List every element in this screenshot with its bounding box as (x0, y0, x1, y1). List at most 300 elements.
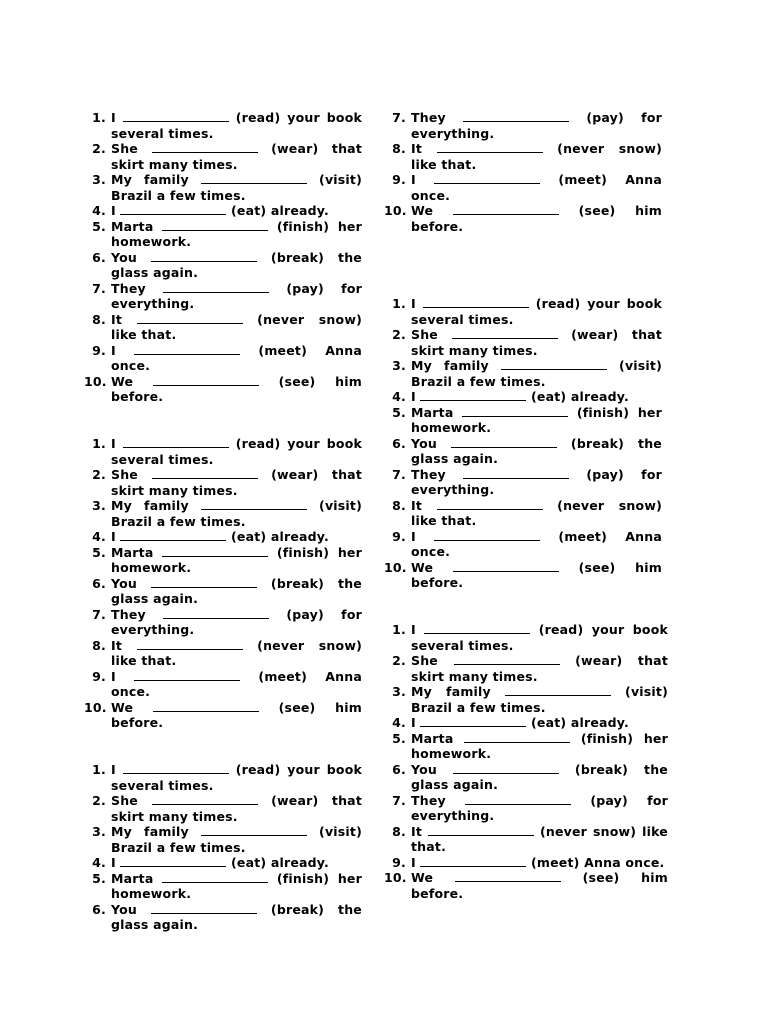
sentence-start: I (411, 622, 416, 637)
sentence-end: (eat) already. (230, 203, 329, 218)
sentence-end: (read) your book several times. (411, 296, 663, 327)
sentence-start: You (411, 761, 437, 777)
item-sentence (111, 312, 362, 343)
sentence-end: (finish) her homework. (411, 404, 662, 435)
sentence-end: (wear) that skirt many times. (411, 327, 662, 358)
sentence-start: It (111, 637, 123, 653)
sentence-start: Marta (111, 218, 154, 234)
item-number: 10. (384, 870, 407, 885)
exercise-item (384, 203, 662, 234)
item-sentence (411, 172, 662, 203)
item-number: 3. (92, 824, 106, 839)
item-sentence (111, 172, 362, 203)
exercise-item (384, 622, 668, 653)
answer-blank[interactable] (453, 204, 559, 215)
item-number: 10. (84, 373, 107, 389)
answer-blank[interactable] (152, 142, 258, 153)
sentence-start: My family (411, 358, 489, 373)
sentence-end: (see) him before. (411, 559, 662, 590)
answer-blank[interactable] (152, 468, 258, 479)
item-number: 7. (392, 792, 406, 808)
answer-blank[interactable] (451, 437, 557, 448)
exercise-block (84, 762, 362, 933)
exercise-item (84, 607, 362, 638)
item-number: 2. (392, 327, 406, 342)
item-sentence (111, 902, 362, 933)
exercise-item (84, 793, 362, 824)
exercise-item (84, 638, 362, 669)
answer-blank[interactable] (152, 794, 258, 805)
sentence-start: They (111, 280, 146, 296)
answer-blank[interactable] (437, 142, 543, 153)
item-sentence (411, 870, 668, 901)
item-sentence (411, 327, 662, 358)
item-sentence (111, 793, 362, 824)
answer-blank[interactable] (465, 794, 571, 805)
item-number: 10. (84, 699, 107, 715)
sentence-end: (pay) for everything. (411, 110, 662, 141)
item-number: 9. (392, 172, 406, 187)
answer-blank[interactable] (201, 825, 307, 836)
sentence-end: (eat) already. (530, 715, 629, 730)
answer-blank[interactable] (454, 654, 560, 665)
exercise-item (384, 172, 662, 203)
sentence-start: She (111, 793, 138, 808)
item-sentence (111, 576, 362, 607)
sentence-start: I (111, 110, 116, 125)
item-sentence (111, 824, 362, 855)
item-sentence (111, 638, 362, 669)
exercise-item (384, 529, 662, 560)
exercise-item (84, 824, 362, 855)
answer-blank[interactable] (162, 220, 268, 231)
sentence-end: (break) the glass again. (111, 575, 362, 606)
sentence-start: You (111, 901, 137, 917)
answer-blank[interactable] (463, 111, 569, 122)
sentence-end: (wear) that skirt many times. (111, 793, 362, 824)
sentence-start: I (411, 296, 416, 311)
exercise-item (84, 467, 362, 498)
sentence-start: You (111, 575, 137, 591)
sentence-start: I (111, 529, 116, 544)
answer-blank[interactable] (434, 530, 540, 541)
answer-blank[interactable] (151, 577, 257, 588)
sentence-end: (read) your book several times. (111, 762, 363, 793)
sentence-start: She (111, 467, 138, 482)
answer-blank[interactable] (464, 732, 570, 743)
item-sentence (111, 281, 362, 312)
sentence-start: I (411, 854, 416, 870)
item-sentence (111, 871, 362, 902)
item-number: 3. (392, 684, 406, 699)
item-number: 2. (92, 467, 106, 482)
item-number: 5. (92, 544, 106, 560)
exercise-item (84, 110, 362, 141)
exercise-item (384, 327, 662, 358)
exercise-item (84, 529, 362, 545)
item-sentence (411, 653, 668, 684)
answer-blank[interactable] (201, 499, 307, 510)
sentence-end: (visit) Brazil a few times. (111, 498, 362, 529)
sentence-end: (finish) her homework. (411, 730, 668, 761)
sentence-start: We (411, 559, 434, 575)
answer-blank[interactable] (423, 297, 529, 308)
sentence-start: We (111, 699, 134, 715)
item-number: 4. (392, 389, 406, 404)
answer-blank[interactable] (453, 561, 559, 572)
answer-blank[interactable] (163, 608, 269, 619)
sentence-start: They (411, 110, 446, 125)
sentence-start: You (111, 249, 137, 265)
item-sentence (411, 731, 668, 762)
sentence-end: (see) him before. (111, 699, 362, 730)
item-sentence (411, 467, 662, 498)
exercise-list (384, 296, 662, 591)
exercise-item (384, 436, 662, 467)
sentence-end: (meet) Anna once. (530, 854, 665, 870)
answer-blank[interactable] (137, 313, 243, 324)
sentence-end: (finish) her homework. (111, 218, 362, 249)
exercise-item (384, 824, 668, 855)
item-sentence (411, 560, 662, 591)
sentence-start: I (411, 389, 416, 404)
exercise-item (84, 436, 362, 467)
exercise-item (84, 700, 362, 731)
answer-blank[interactable] (123, 111, 229, 122)
answer-blank[interactable] (453, 763, 559, 774)
sentence-start: We (111, 373, 134, 389)
item-number: 3. (392, 358, 406, 373)
answer-blank[interactable] (120, 856, 226, 867)
exercise-item (84, 343, 362, 374)
sentence-start: My family (111, 498, 189, 513)
item-sentence (411, 141, 662, 172)
sentence-end: (eat) already. (230, 529, 329, 544)
item-number: 2. (92, 141, 106, 156)
answer-blank[interactable] (163, 282, 269, 293)
item-number: 1. (92, 110, 106, 125)
sentence-end: (break) the glass again. (111, 249, 362, 280)
exercise-item (384, 110, 662, 141)
answer-blank[interactable] (420, 716, 526, 727)
exercise-list (384, 110, 662, 234)
exercise-item (84, 250, 362, 281)
exercise-item (84, 374, 362, 405)
sentence-start: You (411, 435, 437, 451)
sentence-start: I (411, 715, 416, 730)
sentence-start: My family (111, 172, 189, 187)
item-number: 9. (92, 342, 106, 358)
sentence-end: (never snow) like that. (111, 637, 362, 668)
sentence-end: (never snow) like that. (411, 497, 662, 528)
exercise-item (84, 545, 362, 576)
sentence-start: My family (111, 824, 189, 839)
answer-blank[interactable] (162, 546, 268, 557)
answer-blank[interactable] (120, 530, 226, 541)
item-sentence (411, 296, 662, 327)
item-sentence (411, 715, 668, 731)
sentence-end: (pay) for everything. (111, 606, 362, 637)
item-sentence (111, 467, 362, 498)
sentence-start: It (411, 141, 423, 156)
item-sentence (111, 374, 362, 405)
item-number: 1. (92, 436, 106, 451)
item-number: 4. (92, 529, 106, 544)
exercise-item (84, 172, 362, 203)
answer-blank[interactable] (462, 406, 568, 417)
answer-blank[interactable] (452, 328, 558, 339)
item-sentence (111, 669, 362, 700)
exercise-item (384, 141, 662, 172)
sentence-end: (pay) for everything. (411, 792, 668, 823)
item-sentence (111, 545, 362, 576)
item-sentence (411, 529, 662, 560)
sentence-start: We (411, 870, 434, 885)
answer-blank[interactable] (153, 701, 259, 712)
exercise-item (384, 498, 662, 529)
item-number: 4. (392, 715, 406, 730)
sentence-start: I (111, 855, 116, 870)
exercise-item (84, 855, 362, 871)
exercise-item (384, 684, 668, 715)
item-sentence (111, 110, 362, 141)
exercise-item (384, 870, 668, 901)
sentence-end: (eat) already. (530, 389, 629, 404)
sentence-end: (read) your book several times. (111, 436, 363, 467)
item-number: 4. (92, 203, 106, 218)
sentence-start: Marta (111, 544, 154, 560)
item-number: 6. (92, 249, 106, 265)
sentence-end: (wear) that skirt many times. (411, 653, 668, 684)
sentence-start: I (111, 342, 116, 358)
sentence-start: It (111, 311, 123, 327)
sentence-end: (visit) Brazil a few times. (411, 684, 668, 715)
item-sentence (411, 762, 668, 793)
answer-blank[interactable] (151, 903, 257, 914)
answer-blank[interactable] (137, 639, 243, 650)
item-number: 8. (392, 823, 406, 839)
sentence-end: (read) your book several times. (111, 110, 363, 141)
item-number: 2. (392, 653, 406, 668)
sentence-start: It (411, 823, 423, 839)
item-number: 10. (384, 559, 407, 575)
item-number: 2. (92, 793, 106, 808)
item-number: 5. (392, 730, 406, 746)
exercise-item (384, 405, 662, 436)
item-number: 7. (92, 606, 106, 622)
answer-blank[interactable] (120, 204, 226, 215)
exercise-item (384, 358, 662, 389)
sentence-start: I (411, 172, 416, 187)
item-sentence (411, 793, 668, 824)
sentence-end: (see) him before. (411, 203, 662, 234)
exercise-item (84, 902, 362, 933)
answer-blank[interactable] (505, 685, 611, 696)
sentence-start: She (411, 653, 438, 668)
sentence-end: (see) him before. (411, 870, 668, 901)
exercise-item (384, 715, 668, 731)
sentence-end: (finish) her homework. (111, 870, 362, 901)
item-sentence (111, 855, 362, 871)
sentence-start: She (111, 141, 138, 156)
exercise-list (84, 762, 362, 933)
answer-blank[interactable] (437, 499, 543, 510)
item-sentence (111, 250, 362, 281)
exercise-list (84, 436, 362, 731)
sentence-end: (never snow) like that. (111, 311, 362, 342)
item-number: 9. (92, 668, 106, 684)
answer-blank[interactable] (428, 825, 534, 836)
sentence-start: Marta (411, 404, 454, 420)
item-number: 8. (392, 141, 406, 156)
sentence-end: (meet) Anna once. (111, 668, 362, 699)
sentence-end: (never snow) like that. (411, 141, 662, 172)
exercise-item (384, 389, 662, 405)
answer-blank[interactable] (162, 872, 268, 883)
answer-blank[interactable] (455, 871, 561, 882)
exercise-item (384, 762, 668, 793)
item-number: 9. (392, 528, 406, 544)
sentence-start: They (411, 466, 446, 482)
answer-blank[interactable] (123, 437, 229, 448)
exercise-item (84, 871, 362, 902)
item-number: 4. (92, 855, 106, 870)
item-sentence (411, 436, 662, 467)
sentence-start: My family (411, 684, 491, 699)
exercise-item (84, 219, 362, 250)
item-sentence (411, 405, 662, 436)
item-number: 8. (92, 311, 106, 327)
item-number: 6. (92, 901, 106, 917)
sentence-end: (break) the glass again. (111, 901, 362, 932)
answer-blank[interactable] (151, 251, 257, 262)
item-sentence (111, 203, 362, 219)
item-number: 6. (392, 761, 406, 777)
item-sentence (111, 700, 362, 731)
sentence-start: They (111, 606, 146, 622)
sentence-end: (never snow) like that. (411, 823, 668, 854)
exercise-item (84, 312, 362, 343)
item-number: 7. (392, 466, 406, 482)
sentence-end: (visit) Brazil a few times. (111, 824, 362, 855)
sentence-start: I (111, 762, 116, 777)
item-sentence (411, 358, 662, 389)
exercise-list (384, 622, 668, 901)
item-number: 7. (392, 110, 406, 125)
answer-blank[interactable] (463, 468, 569, 479)
item-number: 3. (92, 498, 106, 513)
exercise-block (384, 110, 662, 234)
sentence-start: Marta (111, 870, 154, 886)
exercise-item (384, 560, 662, 591)
item-sentence (411, 622, 668, 653)
item-number: 9. (392, 854, 406, 870)
exercise-item (84, 281, 362, 312)
sentence-end: (meet) Anna once. (411, 528, 662, 559)
item-sentence (111, 141, 362, 172)
exercise-item (84, 498, 362, 529)
sentence-end: (pay) for everything. (411, 466, 662, 497)
answer-blank[interactable] (201, 173, 307, 184)
item-sentence (111, 436, 362, 467)
item-number: 1. (392, 296, 406, 311)
item-sentence (411, 389, 662, 405)
item-number: 5. (392, 404, 406, 420)
sentence-end: (break) the glass again. (411, 761, 668, 792)
item-number: 6. (392, 435, 406, 451)
item-sentence (111, 498, 362, 529)
item-number: 1. (392, 622, 406, 637)
item-number: 8. (92, 637, 106, 653)
item-sentence (111, 219, 362, 250)
sentence-end: (visit) Brazil a few times. (111, 172, 362, 203)
item-number: 5. (92, 870, 106, 886)
answer-blank[interactable] (153, 375, 259, 386)
answer-blank[interactable] (424, 623, 530, 634)
exercise-item (384, 467, 662, 498)
sentence-start: We (411, 203, 434, 218)
sentence-end: (read) your book several times. (411, 622, 669, 653)
exercise-item (84, 762, 362, 793)
answer-blank[interactable] (434, 173, 540, 184)
exercise-item (384, 731, 668, 762)
item-number: 3. (92, 172, 106, 187)
sentence-start: I (111, 436, 116, 451)
answer-blank[interactable] (134, 344, 240, 355)
answer-blank[interactable] (134, 670, 240, 681)
sentence-start: She (411, 327, 438, 342)
sentence-end: (finish) her homework. (111, 544, 362, 575)
answer-blank[interactable] (420, 856, 526, 867)
sentence-start: I (411, 528, 416, 544)
exercise-item (84, 203, 362, 219)
item-number: 10. (384, 203, 407, 218)
item-sentence (411, 498, 662, 529)
item-sentence (411, 824, 668, 855)
item-sentence (111, 529, 362, 545)
sentence-end: (break) the glass again. (411, 435, 662, 466)
item-sentence (411, 110, 662, 141)
answer-blank[interactable] (420, 390, 526, 401)
answer-blank[interactable] (501, 359, 607, 370)
item-number: 1. (92, 762, 106, 777)
item-number: 6. (92, 575, 106, 591)
item-number: 8. (392, 497, 406, 513)
sentence-end: (visit) Brazil a few times. (411, 358, 662, 389)
sentence-end: (meet) Anna once. (411, 172, 662, 203)
sentence-start: I (111, 668, 116, 684)
exercise-block (384, 622, 668, 901)
item-sentence (111, 762, 362, 793)
exercise-block (84, 436, 362, 731)
answer-blank[interactable] (123, 763, 229, 774)
item-sentence (411, 855, 668, 871)
exercise-item (384, 855, 668, 871)
exercise-item (384, 653, 668, 684)
sentence-end: (see) him before. (111, 373, 362, 404)
item-sentence (411, 203, 662, 234)
sentence-start: Marta (411, 730, 454, 746)
sentence-start: It (411, 497, 423, 513)
exercise-item (384, 793, 668, 824)
item-number: 7. (92, 280, 106, 296)
exercise-block (84, 110, 362, 405)
exercise-item (84, 576, 362, 607)
item-sentence (111, 607, 362, 638)
exercise-item (384, 296, 662, 327)
item-sentence (111, 343, 362, 374)
sentence-start: They (411, 792, 446, 808)
